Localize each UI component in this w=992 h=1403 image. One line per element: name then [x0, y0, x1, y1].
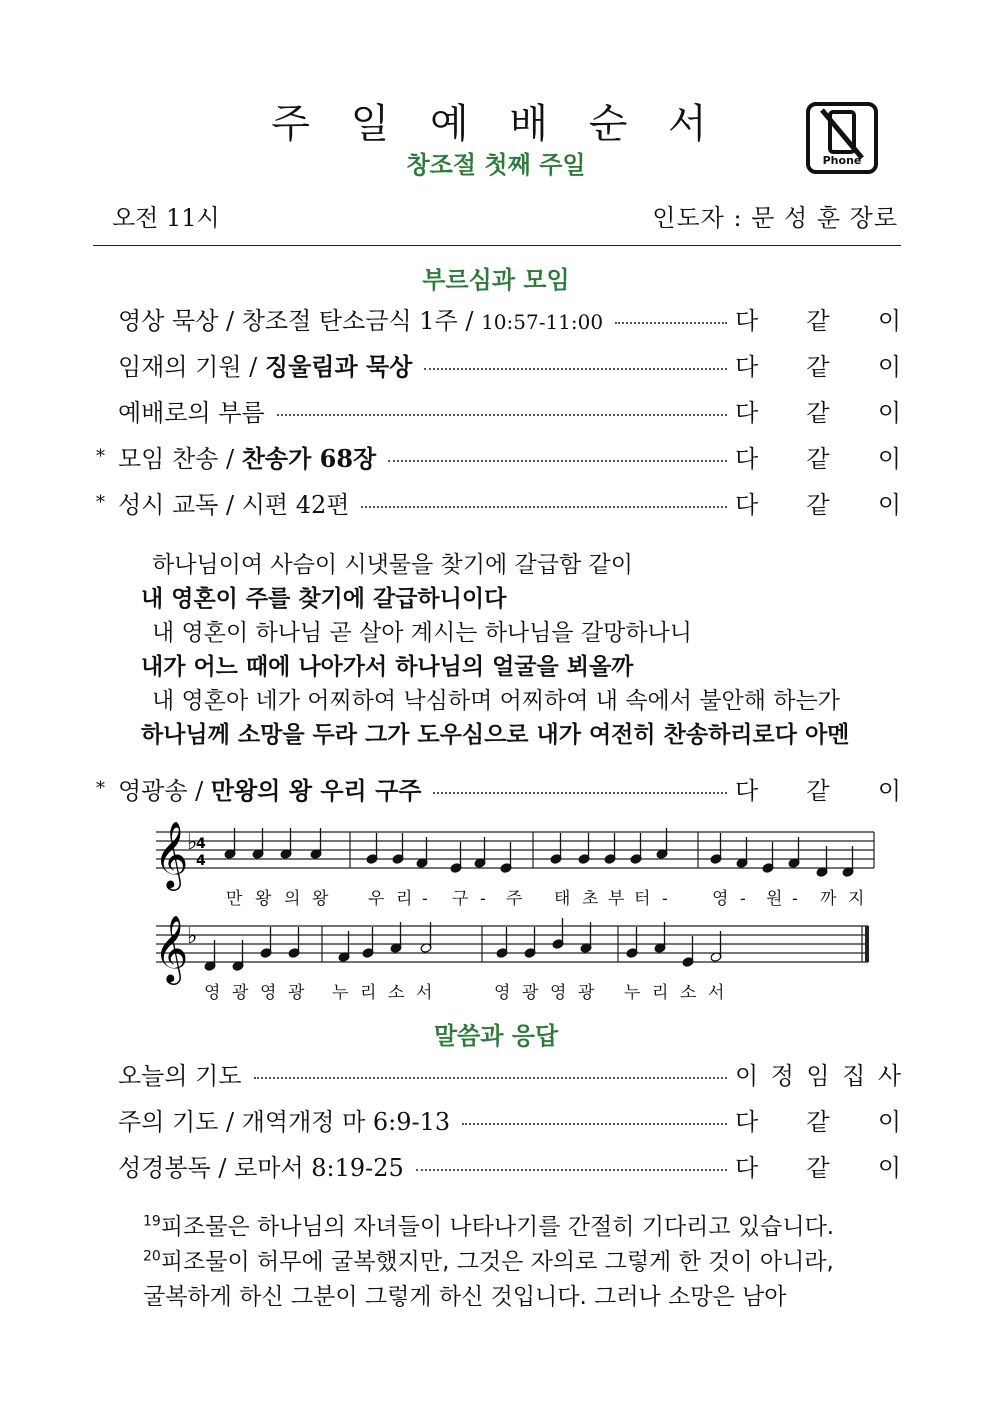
lyric-syllable: 왕: [312, 889, 329, 909]
lyric-syllable: 영: [204, 983, 221, 1003]
item-responsible: 다 같 이: [735, 398, 901, 427]
scripture-verse: [143, 1208, 834, 1241]
lyric-syllable: 터: [634, 889, 651, 909]
item-label-bold: 만왕의 왕 우리 구주: [210, 775, 422, 805]
lyric-syllable: 초: [582, 889, 599, 909]
leader-dots: [388, 460, 727, 462]
lyric-syllable: 왕: [255, 889, 272, 909]
lyric-syllable: 서: [416, 983, 433, 1003]
psalm-line-congregation: 내가 어느 때에 나아가서 하나님의 얼굴을 뵈올까: [141, 654, 634, 680]
lyric-syllable: -: [740, 889, 746, 909]
time-signature-top: 4: [196, 836, 206, 852]
item-label-bold: 찬송가 68장: [241, 443, 377, 473]
leader-dots: [462, 1123, 727, 1125]
lyric-syllable: 까: [820, 889, 837, 909]
item-label: 성경봉독 / 로마서 8:19-25: [118, 1153, 404, 1182]
psalm-line-leader: 내 영혼아 네가 어찌하여 낙심하며 어찌하여 내 속에서 불안해 하는가: [152, 688, 840, 714]
lyric-syllable: 소: [388, 983, 405, 1003]
order-item: [96, 346, 901, 382]
service-time: 오전 11시: [112, 204, 220, 232]
lyric-syllable: 구: [452, 889, 469, 909]
verse-text: 피조물이 허무에 굴복했지만, 그것은 자의로 그렇게 한 것이 아니라,: [160, 1249, 834, 1275]
scripture-verse: [143, 1243, 834, 1276]
order-item: [96, 1101, 901, 1137]
item-label: 영광송 / 만왕의 왕 우리 구주: [118, 775, 422, 805]
leader-dots: [615, 322, 727, 324]
psalm-line-leader: 내 영혼이 하나님 곧 살아 계시는 하나님을 갈망하나니: [152, 620, 692, 646]
lyric-syllable: -: [792, 889, 798, 909]
leader-dots: [254, 1077, 727, 1079]
header-divider: [93, 245, 901, 246]
lyric-syllable: -: [480, 889, 486, 909]
lyric-syllable: -: [422, 889, 428, 909]
verse-number: 19: [143, 1213, 161, 1230]
star-mark: *: [96, 491, 105, 513]
item-label-bold: 징울림과 묵상: [264, 351, 413, 381]
hymn-score: [150, 822, 880, 1007]
lyric-syllable: 누: [332, 983, 349, 1003]
item-responsible: 다 같 이: [735, 1153, 901, 1182]
page-title: 주 일 예 배 순 서: [271, 101, 721, 147]
lyric-syllable: 영: [550, 983, 567, 1003]
flat-sign-icon: ♭: [187, 830, 198, 855]
leader-dots: [277, 414, 727, 416]
lyric-syllable: 의: [284, 889, 301, 909]
star-mark: *: [96, 777, 105, 799]
flat-sign-icon: ♭: [187, 924, 198, 949]
item-responsible: 이 정 임 집 사: [735, 1061, 901, 1090]
lyric-syllable: 리: [396, 889, 413, 909]
lyric-syllable: 광: [288, 983, 305, 1003]
item-label: 예배로의 부름: [118, 398, 265, 427]
staff-line-1: [156, 832, 874, 868]
order-item: [96, 1147, 901, 1183]
lyric-syllable: 지: [848, 889, 865, 909]
treble-clef-icon: 𝄞: [154, 914, 189, 982]
lyric-syllable: 광: [232, 983, 249, 1003]
order-item: [96, 300, 901, 336]
verse-text: 피조물은 하나님의 자녀들이 나타나기를 간절히 기다리고 있습니다.: [160, 1214, 835, 1240]
notes-line-1: [224, 828, 854, 877]
star-mark: *: [96, 445, 105, 467]
scripture-verse: [143, 1278, 786, 1311]
lyric-syllable: 리: [360, 983, 377, 1003]
lyric-syllable: 영: [494, 983, 511, 1003]
leader-dots: [424, 368, 727, 370]
lyric-syllable: 영: [712, 889, 729, 909]
order-item: [96, 1055, 901, 1091]
item-responsible: 다 같 이: [735, 1107, 901, 1136]
item-responsible: 다 같 이: [735, 352, 901, 381]
item-label: 성시 교독 / 시편 42편: [118, 490, 350, 519]
psalm-line-leader: 하나님이여 사슴이 시냇물을 찾기에 갈급함 같이: [152, 552, 633, 578]
phone-label: Phone: [822, 154, 862, 167]
lyrics-line-2: [204, 982, 724, 1003]
lyric-syllable: 서: [708, 983, 725, 1003]
service-leader: 인도자 : 문 성 훈 장로: [652, 204, 898, 232]
section-heading-word: 말씀과 응답: [433, 1022, 559, 1050]
page-subtitle: 창조절 첫째 주일: [406, 151, 586, 179]
item-label: 영상 묵상 / 창조절 탄소금식 1주 / 10:57-11:00: [118, 306, 604, 335]
lyric-syllable: 부: [608, 889, 625, 909]
item-responsible: 다 같 이: [735, 444, 901, 473]
verse-number: 20: [143, 1248, 161, 1265]
lyric-syllable: 누: [624, 983, 641, 1003]
no-phone-icon: [806, 102, 878, 174]
time-signature-bottom: 4: [196, 853, 206, 869]
verse-text: 굴복하게 하신 그분이 그렇게 하신 것입니다. 그러나 소망은 남아: [143, 1284, 787, 1310]
lyric-syllable: 리: [652, 983, 669, 1003]
lyric-syllable: 소: [680, 983, 697, 1003]
lyrics-line-1: [226, 888, 864, 909]
leader-dots: [416, 1169, 727, 1171]
item-label: 오늘의 기도: [118, 1061, 242, 1090]
section-heading-gathering: 부르심과 모임: [422, 266, 570, 294]
treble-clef-icon: 𝄞: [154, 822, 189, 888]
lyric-syllable: -: [662, 889, 668, 909]
leader-dots: [361, 506, 727, 508]
item-responsible: 다 같 이: [735, 306, 901, 335]
item-label: 모임 찬송 / 찬송가 68장: [118, 443, 377, 473]
psalm-line-congregation: 내 영혼이 주를 찾기에 갈급하니이다: [141, 586, 507, 612]
lyric-syllable: 태: [554, 889, 571, 909]
item-time: 10:57-11:00: [481, 309, 604, 334]
lyric-syllable: 주: [506, 889, 523, 909]
order-item: [96, 770, 901, 806]
lyric-syllable: 광: [522, 983, 539, 1003]
lyric-syllable: 우: [368, 889, 385, 909]
lyric-syllable: 광: [578, 983, 595, 1003]
lyric-syllable: 영: [260, 983, 277, 1003]
order-item: [96, 392, 901, 428]
item-label: 주의 기도 / 개역개정 마 6:9-13: [118, 1107, 451, 1136]
order-item: [96, 438, 901, 474]
lyric-syllable: 원: [766, 889, 783, 909]
item-label: 임재의 기원 / 징울림과 묵상: [118, 351, 413, 381]
lyric-syllable: 만: [226, 889, 243, 909]
psalm-line-congregation: 하나님께 소망을 두라 그가 도우심으로 내가 여전히 찬송하리로다 아멘: [141, 722, 850, 748]
item-responsible: 다 같 이: [735, 776, 901, 805]
leader-dots: [433, 792, 727, 794]
item-responsible: 다 같 이: [735, 490, 901, 519]
order-item: [96, 484, 901, 520]
